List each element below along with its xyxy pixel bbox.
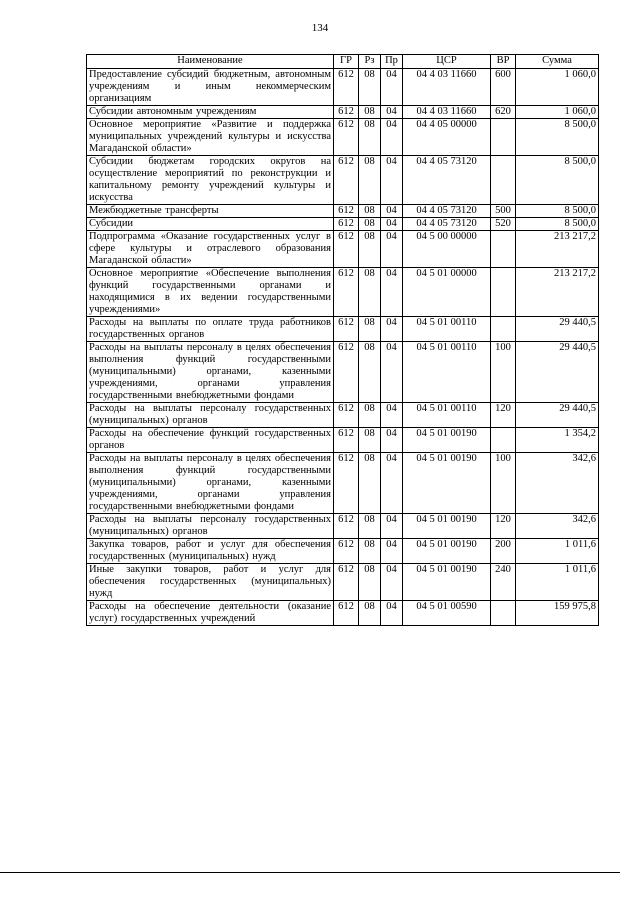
cell-name: Предоставление субсидий бюджетным, автономным учреждениям и иным некоммерческим организациям [87,69,334,106]
cell-gr: 612 [334,317,359,342]
budget-table [86,54,599,626]
cell-rz: 08 [359,119,381,156]
cell-gr: 612 [334,403,359,428]
cell-rz: 08 [359,428,381,453]
cell-name: Закупка товаров, работ и услуг для обеспечения государственных (муниципальных) нужд [87,539,334,564]
cell-csr: 04 5 01 00110 [403,403,491,428]
cell-csr: 04 4 05 73120 [403,218,491,231]
cell-gr: 612 [334,218,359,231]
cell-csr: 04 4 03 11660 [403,69,491,106]
table-row [87,106,599,119]
cell-vr: 100 [491,453,516,514]
cell-pr: 04 [381,218,403,231]
cell-sum: 8 500,0 [516,218,599,231]
cell-vr [491,119,516,156]
cell-csr: 04 5 01 00190 [403,539,491,564]
cell-sum: 29 440,5 [516,342,599,403]
cell-gr: 612 [334,231,359,268]
cell-sum: 213 217,2 [516,231,599,268]
cell-csr: 04 5 01 00190 [403,453,491,514]
cell-csr: 04 5 01 00590 [403,601,491,626]
cell-pr: 04 [381,69,403,106]
cell-pr: 04 [381,156,403,205]
cell-vr [491,601,516,626]
cell-gr: 612 [334,514,359,539]
header-sum: Сумма [516,55,599,69]
cell-sum: 8 500,0 [516,119,599,156]
table-row [87,268,599,317]
cell-rz: 08 [359,218,381,231]
cell-vr: 620 [491,106,516,119]
cell-vr: 200 [491,539,516,564]
cell-pr: 04 [381,342,403,403]
cell-sum: 29 440,5 [516,317,599,342]
cell-pr: 04 [381,539,403,564]
cell-sum: 1 060,0 [516,106,599,119]
cell-csr: 04 5 01 00000 [403,268,491,317]
cell-rz: 08 [359,69,381,106]
table-row [87,156,599,205]
table-row [87,428,599,453]
cell-vr [491,268,516,317]
cell-rz: 08 [359,539,381,564]
cell-rz: 08 [359,453,381,514]
cell-rz: 08 [359,231,381,268]
cell-vr [491,231,516,268]
cell-csr: 04 5 01 00190 [403,564,491,601]
cell-name: Субсидии бюджетам городских округов на осуществление мероприятий по реконструкции и капитальному ремонту учреждений культуры и искусства [87,156,334,205]
cell-rz: 08 [359,106,381,119]
cell-csr: 04 5 01 00110 [403,317,491,342]
cell-pr: 04 [381,317,403,342]
cell-pr: 04 [381,268,403,317]
cell-rz: 08 [359,403,381,428]
header-gr: ГР [334,55,359,69]
cell-gr: 612 [334,453,359,514]
cell-vr: 240 [491,564,516,601]
cell-rz: 08 [359,317,381,342]
cell-gr: 612 [334,268,359,317]
cell-pr: 04 [381,205,403,218]
cell-vr [491,317,516,342]
cell-sum: 29 440,5 [516,403,599,428]
cell-gr: 612 [334,428,359,453]
cell-name: Расходы на выплаты по оплате труда работников государственных органов [87,317,334,342]
cell-vr: 100 [491,342,516,403]
footer-divider [0,872,620,873]
cell-vr [491,428,516,453]
table-row [87,205,599,218]
cell-name: Межбюджетные трансферты [87,205,334,218]
table-row [87,601,599,626]
cell-vr [491,156,516,205]
cell-csr: 04 5 01 00110 [403,342,491,403]
cell-sum: 1 011,6 [516,539,599,564]
cell-name: Иные закупки товаров, работ и услуг для обеспечения государственных (муниципальных) нужд [87,564,334,601]
table-row [87,218,599,231]
cell-vr: 120 [491,403,516,428]
header-rz: Рз [359,55,381,69]
cell-name: Субсидии автономным учреждениям [87,106,334,119]
header-name: Наименование [87,55,334,69]
cell-vr: 600 [491,69,516,106]
cell-csr: 04 5 00 00000 [403,231,491,268]
cell-rz: 08 [359,268,381,317]
cell-csr: 04 4 05 73120 [403,156,491,205]
table-row [87,539,599,564]
cell-rz: 08 [359,514,381,539]
table-row [87,119,599,156]
cell-sum: 1 354,2 [516,428,599,453]
cell-gr: 612 [334,205,359,218]
cell-pr: 04 [381,403,403,428]
cell-gr: 612 [334,601,359,626]
cell-name: Расходы на обеспечение деятельности (оказание услуг) государственных учреждений [87,601,334,626]
header-row [87,55,599,69]
cell-sum: 342,6 [516,453,599,514]
cell-gr: 612 [334,106,359,119]
cell-pr: 04 [381,428,403,453]
cell-rz: 08 [359,342,381,403]
cell-sum: 159 975,8 [516,601,599,626]
cell-gr: 612 [334,119,359,156]
cell-name: Субсидии [87,218,334,231]
cell-name: Расходы на выплаты персоналу государственных (муниципальных) органов [87,403,334,428]
table-row [87,69,599,106]
cell-csr: 04 4 05 00000 [403,119,491,156]
cell-csr: 04 5 01 00190 [403,428,491,453]
cell-csr: 04 5 01 00190 [403,514,491,539]
cell-rz: 08 [359,601,381,626]
cell-sum: 213 217,2 [516,268,599,317]
cell-csr: 04 4 03 11660 [403,106,491,119]
cell-name: Расходы на выплаты персоналу государственных (муниципальных) органов [87,514,334,539]
cell-rz: 08 [359,205,381,218]
page-number: 134 [311,22,329,34]
table-row [87,514,599,539]
cell-sum: 8 500,0 [516,205,599,218]
cell-gr: 612 [334,69,359,106]
header-pr: Пр [381,55,403,69]
cell-name: Подпрограмма «Оказание государственных услуг в сфере культуры и отраслевого образования Магаданской области» [87,231,334,268]
cell-sum: 1 011,6 [516,564,599,601]
cell-name: Основное мероприятие «Обеспечение выполнения функций государственными органами и находящимися в их ведении государственными учреждениями» [87,268,334,317]
cell-name: Основное мероприятие «Развитие и поддержка муниципальных учреждений культуры и искусства Магаданской области» [87,119,334,156]
cell-name: Расходы на выплаты персоналу в целях обеспечения выполнения функций государственными (муниципальными) органами, казенными учреждениями, органами управления государственными внебюджетными фондами [87,342,334,403]
table-row [87,231,599,268]
cell-rz: 08 [359,156,381,205]
cell-vr: 520 [491,218,516,231]
cell-pr: 04 [381,514,403,539]
cell-pr: 04 [381,119,403,156]
cell-gr: 612 [334,156,359,205]
table-row [87,564,599,601]
cell-pr: 04 [381,601,403,626]
table-row [87,317,599,342]
cell-pr: 04 [381,564,403,601]
cell-pr: 04 [381,106,403,119]
cell-pr: 04 [381,453,403,514]
cell-rz: 08 [359,564,381,601]
cell-name: Расходы на обеспечение функций государственных органов [87,428,334,453]
cell-gr: 612 [334,342,359,403]
table-row [87,403,599,428]
header-vr: ВР [491,55,516,69]
cell-name: Расходы на выплаты персоналу в целях обеспечения выполнения функций государственными (муниципальными) органами, казенными учреждениями, органами управления государственными внебюджетными фондами [87,453,334,514]
table-row [87,453,599,514]
cell-sum: 1 060,0 [516,69,599,106]
cell-gr: 612 [334,539,359,564]
table-row [87,342,599,403]
cell-vr: 500 [491,205,516,218]
cell-csr: 04 4 05 73120 [403,205,491,218]
cell-pr: 04 [381,231,403,268]
cell-sum: 8 500,0 [516,156,599,205]
cell-gr: 612 [334,564,359,601]
header-csr: ЦСР [403,55,491,69]
cell-vr: 120 [491,514,516,539]
cell-sum: 342,6 [516,514,599,539]
